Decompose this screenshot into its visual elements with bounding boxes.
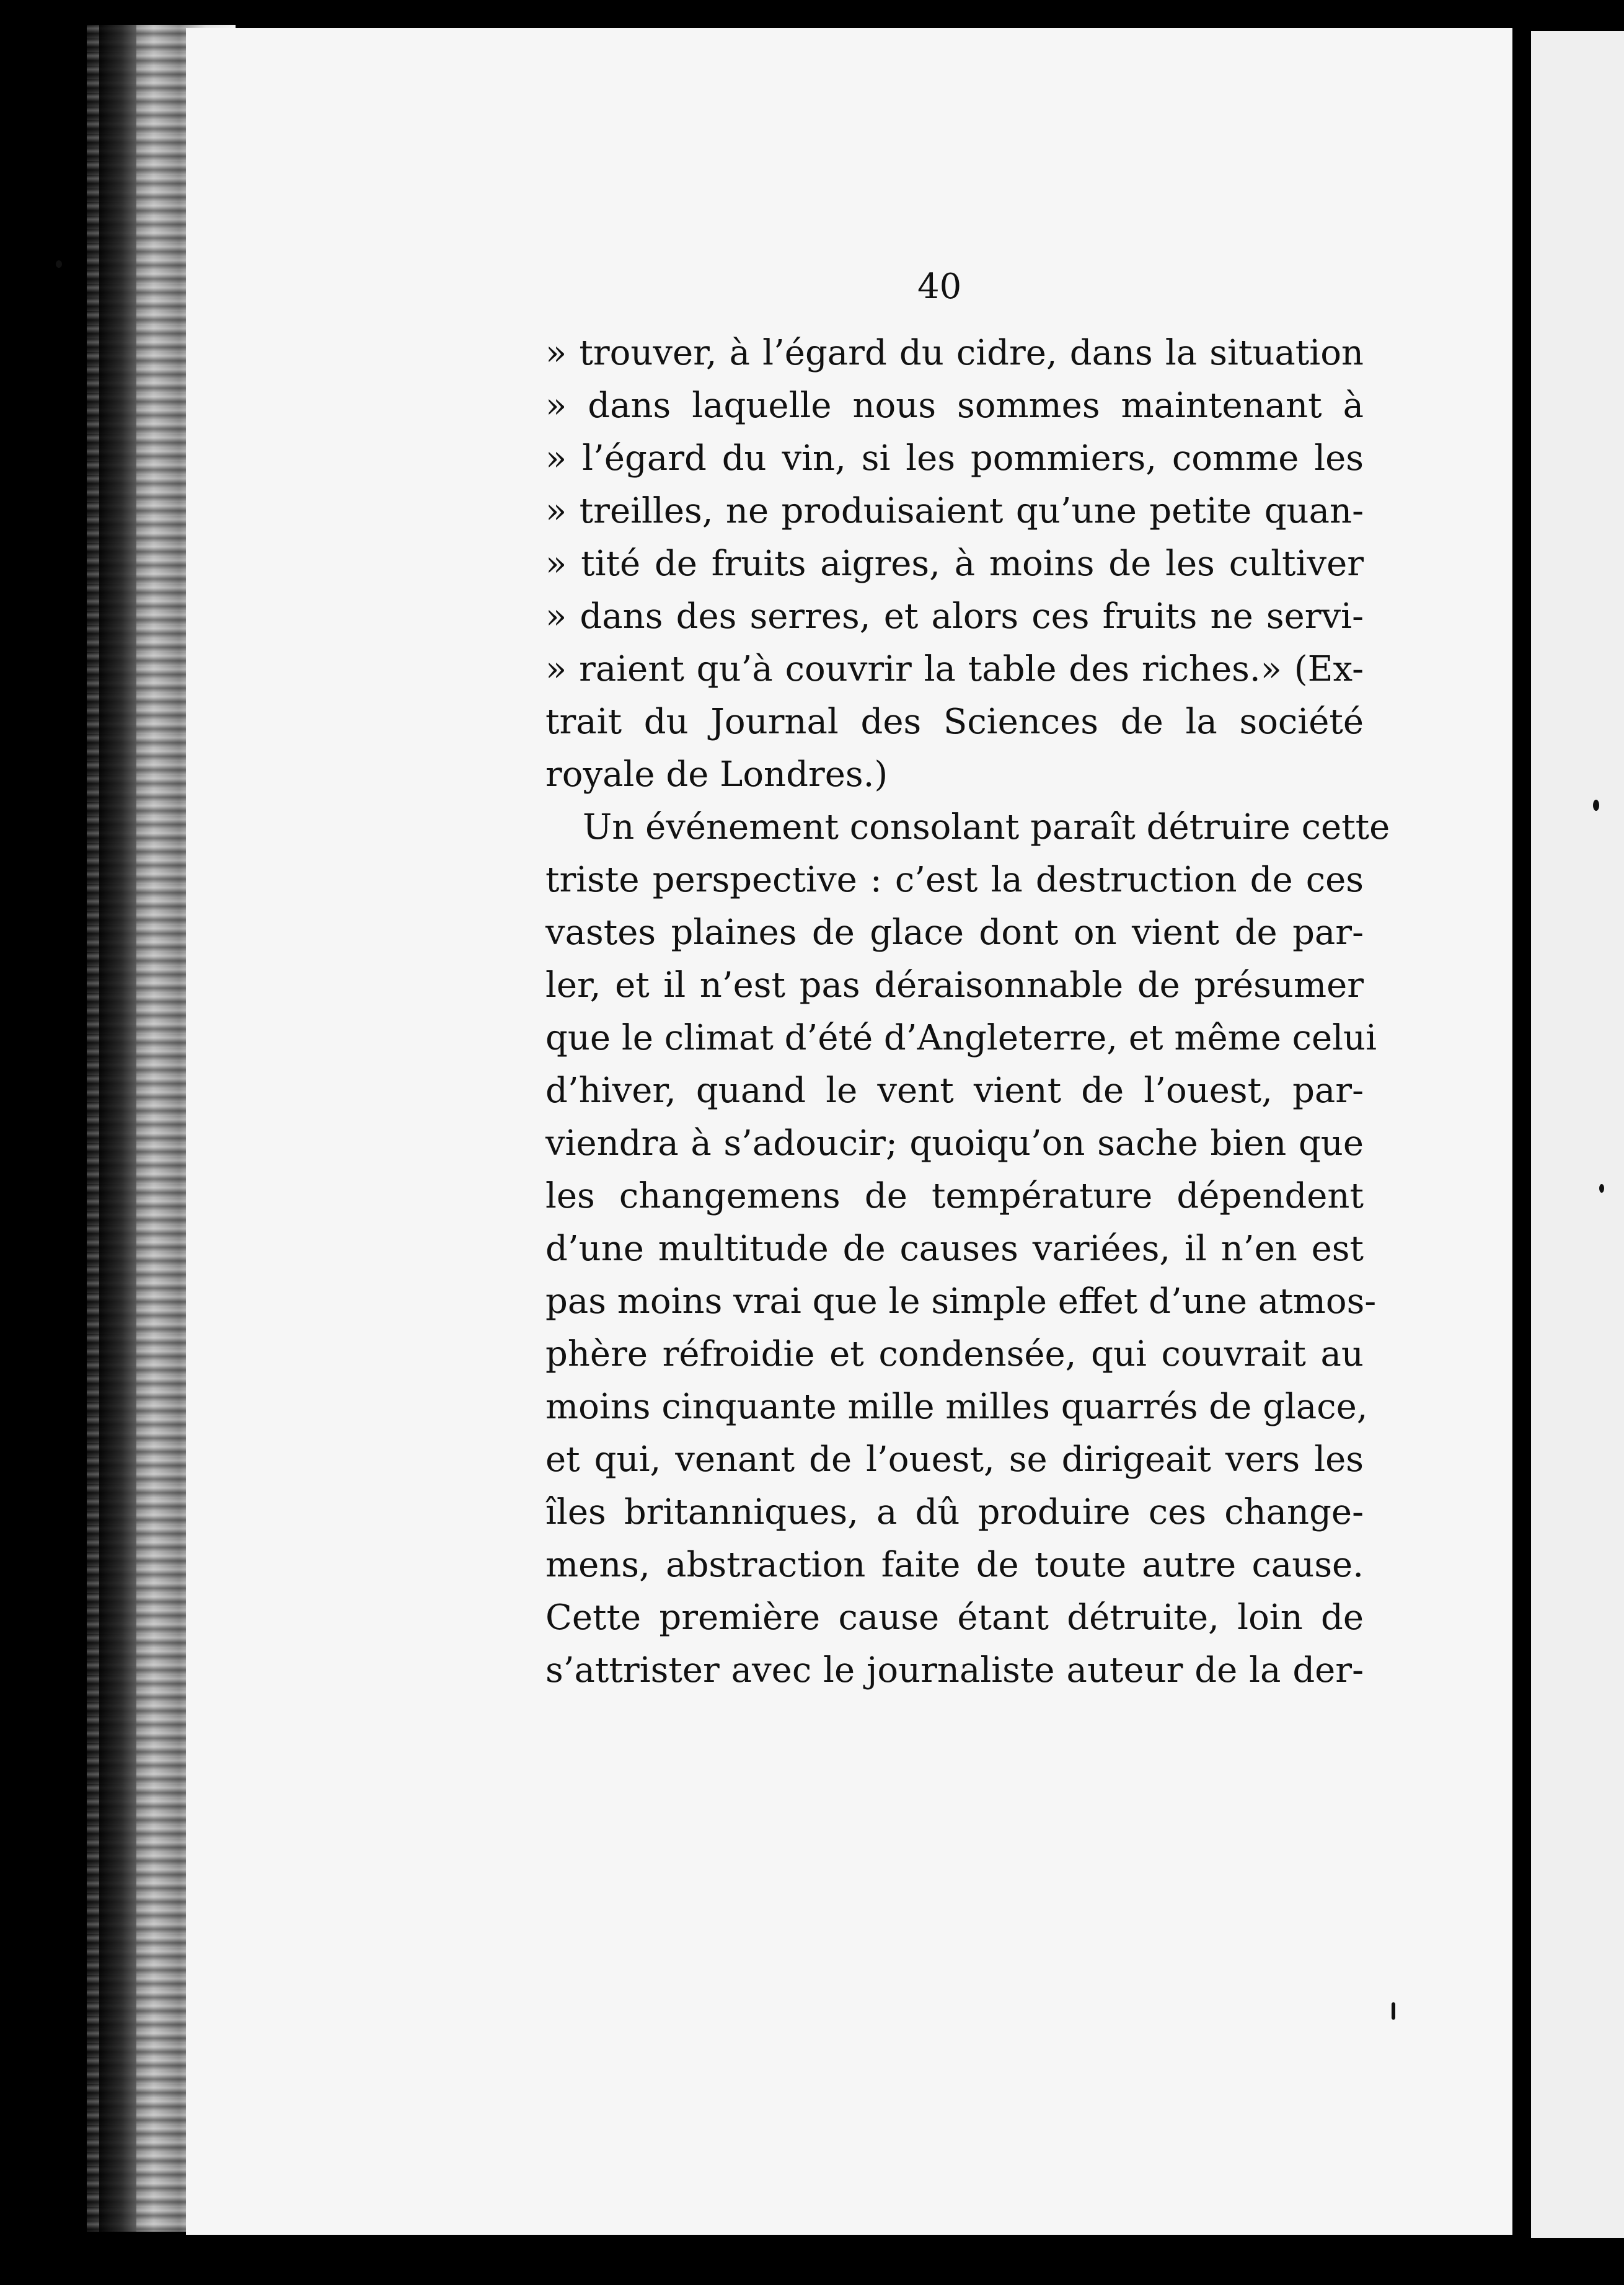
text-line: que le climat d’été d’Angleterre, et même celui [545, 1018, 1377, 1058]
paragraph-first-line: Un événement consolant paraît détruire cette [583, 807, 1390, 847]
text-line: d’une multitude de causes variées, il n’en est [545, 1229, 1364, 1269]
text-line: » dans des serres, et alors ces fruits ne servi- [545, 596, 1364, 637]
text-line: ler, et il n’est pas déraisonnable de présumer [545, 965, 1364, 1005]
text-line: mens, abstraction faite de toute autre cause. [545, 1545, 1364, 1585]
text-line: moins cinquante mille milles quarrés de glace, [545, 1387, 1368, 1427]
text-line: » l’égard du vin, si les pommiers, comme les [545, 438, 1364, 479]
text-line: îles britanniques, a dû produire ces change- [545, 1492, 1364, 1532]
spine-shadow [99, 25, 136, 2232]
text-line: et qui, venant de l’ouest, se dirigeait vers les [545, 1439, 1364, 1480]
ink-speck [1392, 2002, 1395, 2020]
text-line: d’hiver, quand le vent vient de l’ouest, par- [545, 1071, 1364, 1111]
ink-speck [56, 260, 62, 268]
ink-speck [1593, 800, 1599, 811]
text-line: » treilles, ne produisaient qu’une petite quan- [545, 491, 1364, 531]
text-line: les changemens de température dépendent [545, 1176, 1364, 1216]
text-line: » trouver, à l’égard du cidre, dans la situation [545, 333, 1364, 373]
text-line: royale de Londres.) [545, 754, 888, 795]
text-line: trait du Journal des Sciences de la société [545, 702, 1364, 742]
text-line: triste perspective : c’est la destruction de ces [545, 860, 1364, 900]
facing-page-strip [1531, 31, 1624, 2238]
text-line: » dans laquelle nous sommes maintenant à [545, 386, 1364, 426]
page-number: 40 [917, 267, 962, 307]
ink-speck [1599, 1184, 1604, 1193]
text-line: s’attrister avec le journaliste auteur de la der- [545, 1650, 1364, 1691]
text-line: phère réfroidie et condensée, qui couvrait au [545, 1334, 1364, 1374]
text-line: vastes plaines de glace dont on vient de par- [545, 913, 1364, 953]
text-line: » tité de fruits aigres, à moins de les cultiver [545, 544, 1364, 584]
text-line: pas moins vrai que le simple effet d’une atmos- [545, 1281, 1377, 1322]
text-line: » raient qu’à couvrir la table des riches.» (Ex- [545, 649, 1364, 689]
text-line: viendra à s’adoucir; quoiqu’on sache bien que [545, 1123, 1364, 1164]
text-line: Cette première cause étant détruite, loin de [545, 1598, 1364, 1638]
